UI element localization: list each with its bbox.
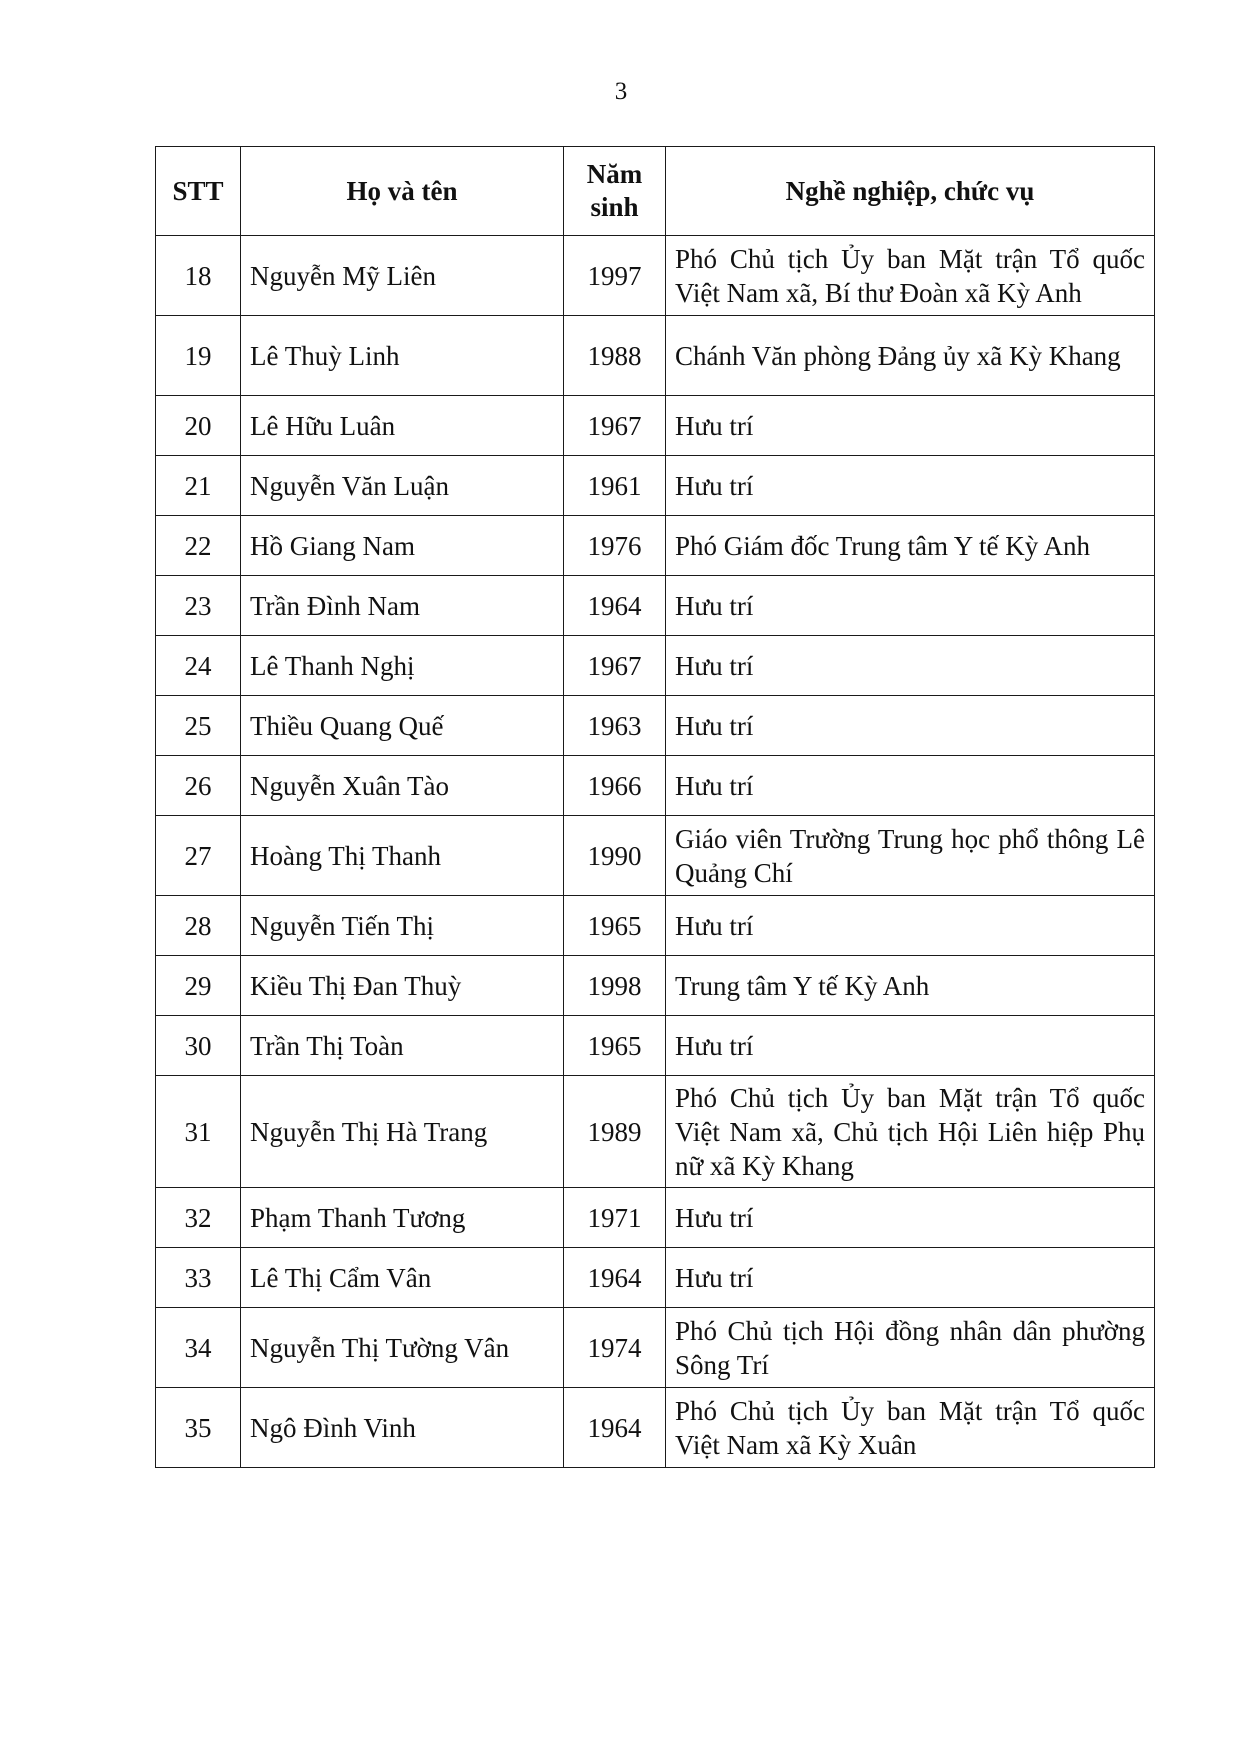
cell-name: Kiều Thị Đan Thuỳ <box>241 956 564 1016</box>
cell-name: Hồ Giang Nam <box>241 516 564 576</box>
cell-year: 1974 <box>564 1308 666 1388</box>
cell-name: Lê Thị Cẩm Vân <box>241 1248 564 1308</box>
cell-occupation: Giáo viên Trường Trung học phổ thông Lê Quảng Chí <box>666 816 1155 896</box>
cell-year: 1964 <box>564 1248 666 1308</box>
header-stt: STT <box>156 147 241 236</box>
cell-name: Lê Hữu Luân <box>241 396 564 456</box>
table-row <box>156 576 1155 636</box>
cell-occupation: Phó Chủ tịch Ủy ban Mặt trận Tổ quốc Việt Nam xã, Chủ tịch Hội Liên hiệp Phụ nữ xã Kỳ Khang <box>666 1076 1155 1188</box>
table-row <box>156 516 1155 576</box>
cell-name: Trần Đình Nam <box>241 576 564 636</box>
table-row <box>156 816 1155 896</box>
cell-year: 1976 <box>564 516 666 576</box>
table-row <box>156 756 1155 816</box>
table-row <box>156 1308 1155 1388</box>
table-row <box>156 1016 1155 1076</box>
cell-name: Nguyễn Thị Tường Vân <box>241 1308 564 1388</box>
cell-name: Thiều Quang Quế <box>241 696 564 756</box>
table-row <box>156 1076 1155 1188</box>
cell-year: 1998 <box>564 956 666 1016</box>
cell-year: 1964 <box>564 576 666 636</box>
cell-occupation: Hưu trí <box>666 1188 1155 1248</box>
cell-stt: 26 <box>156 756 241 816</box>
table-row <box>156 316 1155 396</box>
cell-stt: 30 <box>156 1016 241 1076</box>
cell-occupation: Hưu trí <box>666 576 1155 636</box>
table-header-row <box>156 147 1155 236</box>
cell-stt: 25 <box>156 696 241 756</box>
cell-name: Nguyễn Thị Hà Trang <box>241 1076 564 1188</box>
cell-occupation: Hưu trí <box>666 896 1155 956</box>
cell-occupation: Phó Chủ tịch Hội đồng nhân dân phường Sông Trí <box>666 1308 1155 1388</box>
cell-occupation: Hưu trí <box>666 396 1155 456</box>
cell-year: 1961 <box>564 456 666 516</box>
cell-stt: 21 <box>156 456 241 516</box>
cell-stt: 18 <box>156 236 241 316</box>
cell-stt: 27 <box>156 816 241 896</box>
table-row <box>156 636 1155 696</box>
cell-year: 1990 <box>564 816 666 896</box>
header-name: Họ và tên <box>241 147 564 236</box>
cell-name: Lê Thanh Nghị <box>241 636 564 696</box>
cell-stt: 28 <box>156 896 241 956</box>
table-row <box>156 236 1155 316</box>
header-occupation: Nghề nghiệp, chức vụ <box>666 147 1155 236</box>
cell-occupation: Hưu trí <box>666 456 1155 516</box>
cell-stt: 20 <box>156 396 241 456</box>
cell-occupation: Hưu trí <box>666 1248 1155 1308</box>
table-row <box>156 396 1155 456</box>
cell-year: 1997 <box>564 236 666 316</box>
cell-name: Hoàng Thị Thanh <box>241 816 564 896</box>
cell-year: 1971 <box>564 1188 666 1248</box>
cell-year: 1964 <box>564 1388 666 1468</box>
cell-year: 1965 <box>564 1016 666 1076</box>
cell-year: 1963 <box>564 696 666 756</box>
cell-occupation: Phó Giám đốc Trung tâm Y tế Kỳ Anh <box>666 516 1155 576</box>
cell-occupation: Hưu trí <box>666 756 1155 816</box>
cell-occupation: Phó Chủ tịch Ủy ban Mặt trận Tổ quốc Việt Nam xã Kỳ Xuân <box>666 1388 1155 1468</box>
cell-stt: 34 <box>156 1308 241 1388</box>
cell-occupation: Phó Chủ tịch Ủy ban Mặt trận Tổ quốc Việt Nam xã, Bí thư Đoàn xã Kỳ Anh <box>666 236 1155 316</box>
cell-stt: 32 <box>156 1188 241 1248</box>
table-row <box>156 1388 1155 1468</box>
cell-stt: 19 <box>156 316 241 396</box>
cell-occupation: Hưu trí <box>666 696 1155 756</box>
table-row <box>156 896 1155 956</box>
cell-name: Trần Thị Toàn <box>241 1016 564 1076</box>
table-row <box>156 696 1155 756</box>
cell-name: Nguyễn Mỹ Liên <box>241 236 564 316</box>
cell-name: Lê Thuỳ Linh <box>241 316 564 396</box>
cell-occupation: Chánh Văn phòng Đảng ủy xã Kỳ Khang <box>666 316 1155 396</box>
table-row <box>156 456 1155 516</box>
table-row <box>156 1248 1155 1308</box>
cell-occupation: Hưu trí <box>666 1016 1155 1076</box>
cell-stt: 33 <box>156 1248 241 1308</box>
cell-stt: 35 <box>156 1388 241 1468</box>
cell-stt: 22 <box>156 516 241 576</box>
cell-name: Ngô Đình Vinh <box>241 1388 564 1468</box>
cell-name: Nguyễn Văn Luận <box>241 456 564 516</box>
cell-occupation: Trung tâm Y tế Kỳ Anh <box>666 956 1155 1016</box>
cell-name: Nguyễn Tiến Thị <box>241 896 564 956</box>
cell-year: 1989 <box>564 1076 666 1188</box>
cell-year: 1988 <box>564 316 666 396</box>
roster-table <box>155 146 1155 1468</box>
table-row <box>156 956 1155 1016</box>
cell-name: Phạm Thanh Tương <box>241 1188 564 1248</box>
cell-stt: 24 <box>156 636 241 696</box>
cell-year: 1967 <box>564 636 666 696</box>
page-number: 3 <box>614 78 628 105</box>
cell-year: 1967 <box>564 396 666 456</box>
cell-year: 1966 <box>564 756 666 816</box>
cell-name: Nguyễn Xuân Tào <box>241 756 564 816</box>
cell-stt: 31 <box>156 1076 241 1188</box>
table-row <box>156 1188 1155 1248</box>
cell-stt: 29 <box>156 956 241 1016</box>
cell-occupation: Hưu trí <box>666 636 1155 696</box>
cell-year: 1965 <box>564 896 666 956</box>
cell-stt: 23 <box>156 576 241 636</box>
header-year: Năm sinh <box>564 147 666 236</box>
